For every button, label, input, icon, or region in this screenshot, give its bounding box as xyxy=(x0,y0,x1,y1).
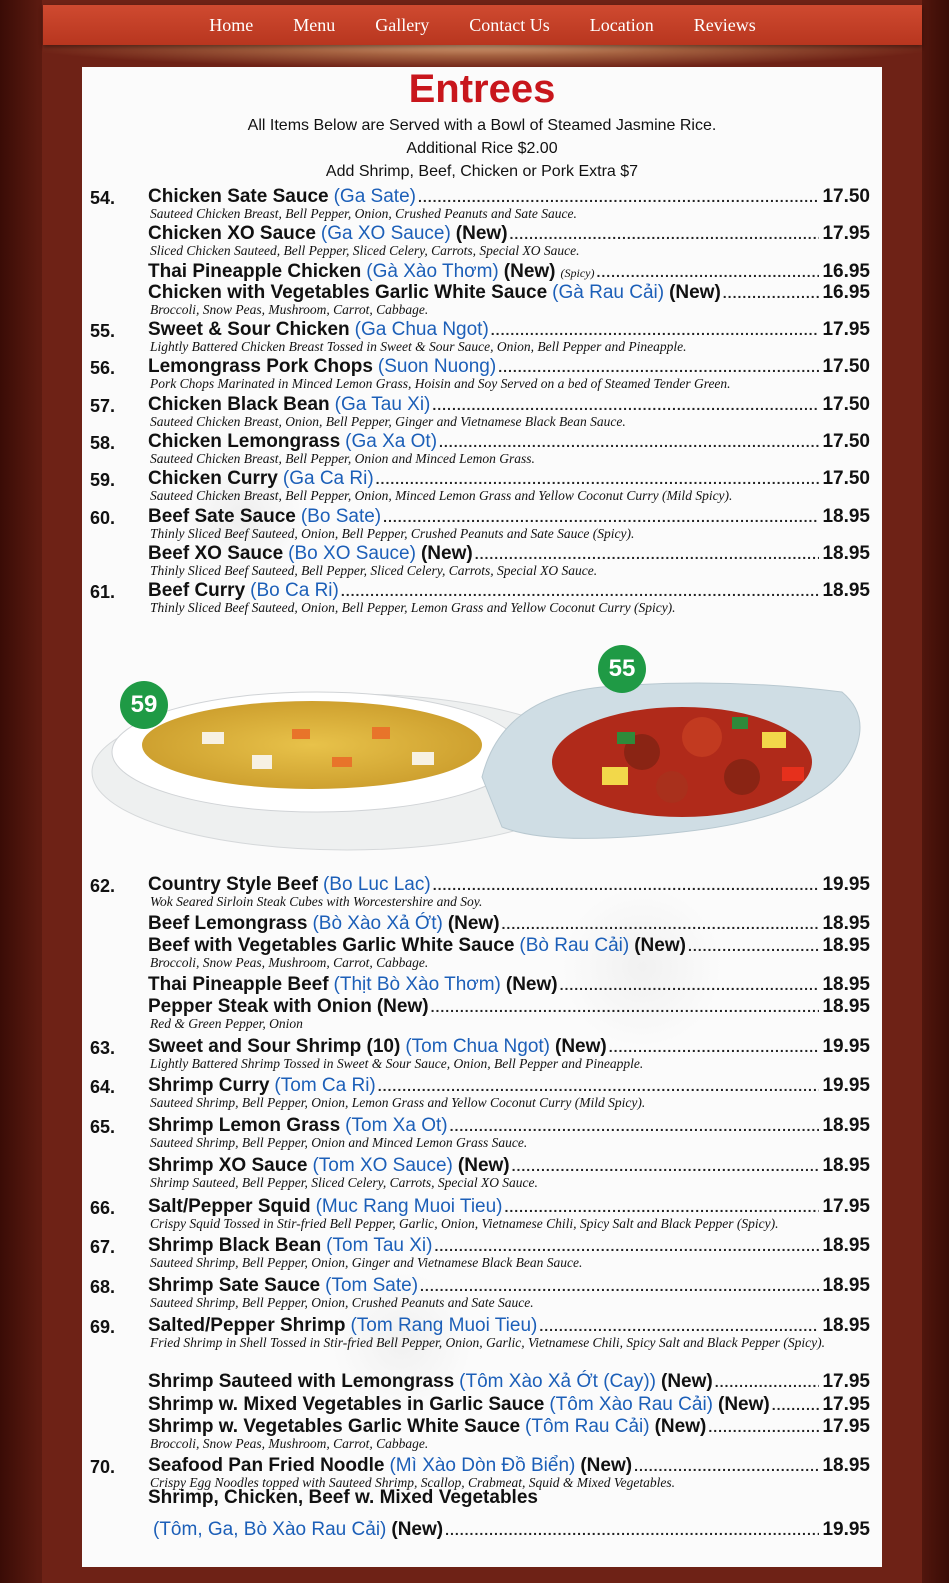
menu-item xyxy=(82,1235,882,1255)
item-description: Sauteed Chicken Breast, Bell Pepper, Onion, Crushed Peanuts and Sate Sauce. xyxy=(150,206,577,221)
menu-item xyxy=(82,1275,882,1295)
dot-leader xyxy=(383,509,819,525)
item-vietnamese-name: (Tôm Rau Cải) xyxy=(525,1416,650,1437)
header-note-rice: All Items Below are Served with a Bowl of Steamed Jasmine Rice. xyxy=(247,117,717,134)
item-row xyxy=(148,913,870,935)
dot-leader xyxy=(723,285,820,301)
item-vietnamese-name: (Ga Chua Ngot) xyxy=(354,319,489,340)
item-row xyxy=(148,1487,870,1509)
item-price: 16.95 xyxy=(822,282,870,303)
item-price: 17.50 xyxy=(822,186,870,207)
dot-leader xyxy=(376,471,820,487)
page-title: Entrees xyxy=(408,67,556,111)
item-vietnamese-name: (Tom Tau Xi) xyxy=(326,1235,433,1256)
item-name: Pepper Steak with Onion xyxy=(148,996,372,1017)
item-spicy-tag: (Spicy) xyxy=(560,266,595,280)
item-new-tag: (New) xyxy=(634,935,686,956)
menu-item xyxy=(82,356,882,376)
item-row xyxy=(148,543,870,565)
item-description: Lightly Battered Chicken Breast Tossed in Sweet & Sour Sauce, Onion, Bell Pepper and Pineapple. xyxy=(150,339,687,354)
dot-leader xyxy=(505,1199,820,1215)
dot-leader xyxy=(420,1278,819,1294)
header-note-extra-protein: Add Shrimp, Beef, Chicken or Pork Extra $7 xyxy=(325,163,639,180)
menu-item xyxy=(82,1394,882,1414)
item-description: Sauteed Shrimp, Bell Pepper, Onion, Crushed Peanuts and Sate Sauce. xyxy=(150,1295,534,1310)
item-price: 18.95 xyxy=(822,1455,870,1476)
dot-leader xyxy=(512,1158,820,1174)
item-new-tag: (New) xyxy=(455,223,508,244)
item-vietnamese-name: (Ga XO Sauce) xyxy=(320,223,451,244)
item-description: Red & Green Pepper, Onion xyxy=(150,1016,303,1031)
header-note-additional-rice: Additional Rice $2.00 xyxy=(406,140,558,157)
item-vietnamese-name: (Suon Nuong) xyxy=(377,356,497,377)
menu-item xyxy=(82,1455,882,1475)
item-name: Salted/Pepper Shrimp xyxy=(148,1315,346,1336)
menu-item xyxy=(82,1036,882,1056)
item-description: Pork Chops Marinated in Minced Lemon Grass, Hoisin and Soy Served on a bed of Steamed Tender Green. xyxy=(150,376,731,391)
item-row xyxy=(148,282,870,304)
item-number: 66. xyxy=(90,1198,116,1218)
top-nav xyxy=(43,5,922,45)
menu-item xyxy=(82,186,882,206)
item-row xyxy=(148,394,870,416)
menu-item xyxy=(82,935,882,955)
item-number: 69. xyxy=(90,1317,116,1337)
menu-item xyxy=(82,223,882,243)
item-vietnamese-name: (Tom Xa Ot) xyxy=(345,1115,448,1136)
item-name: Chicken with Vegetables Garlic White Sauce xyxy=(148,282,548,303)
item-row xyxy=(148,1196,870,1218)
item-row xyxy=(148,874,870,896)
nav-home[interactable]: Home xyxy=(209,14,254,35)
item-vietnamese-name: (Gà Xào Thơm) xyxy=(366,261,499,282)
item-description: Sliced Chicken Sauteed, Bell Pepper, Sliced Celery, Carrots, Special XO Sauce. xyxy=(150,243,580,258)
item-description: Crispy Egg Noodles topped with Sauteed Shrimp, Scallop, Crabmeat, Squid & Mixed Vegetables. xyxy=(150,1475,675,1490)
dish-photos xyxy=(82,637,882,865)
item-price: 18.95 xyxy=(822,935,870,956)
item-name: Beef XO Sauce xyxy=(148,543,284,564)
item-vietnamese-name: (Tôm, Ga, Bò Xào Rau Cải) xyxy=(153,1519,387,1540)
item-vietnamese-name: (Tom Chua Ngot) xyxy=(405,1036,550,1057)
item-new-tag: (New) xyxy=(661,1371,713,1392)
item-new-tag: (New) xyxy=(457,1155,510,1176)
dot-leader xyxy=(596,264,819,280)
item-row xyxy=(148,1394,870,1416)
item-vietnamese-name: (Tom Sate) xyxy=(325,1275,419,1296)
item-name: Shrimp w. Vegetables Garlic White Sauce xyxy=(148,1416,521,1437)
nav-reviews[interactable]: Reviews xyxy=(693,14,756,35)
item-description: Sauteed Shrimp, Bell Pepper, Onion, Ginger and Vietnamese Black Bean Sauce. xyxy=(150,1255,583,1270)
menu-item xyxy=(82,431,882,451)
item-vietnamese-name: (Tom Rang Muoi Tieu) xyxy=(350,1315,538,1336)
item-row xyxy=(148,1315,870,1337)
menu-panel xyxy=(82,67,882,1567)
menu-item xyxy=(82,468,882,488)
menu-item xyxy=(82,1115,882,1135)
item-row xyxy=(148,468,870,490)
item-description: Sauteed Chicken Breast, Bell Pepper, Onion and Minced Lemon Grass. xyxy=(150,451,535,466)
dot-leader xyxy=(450,1118,820,1134)
item-price: 17.50 xyxy=(822,468,870,489)
item-description: Sauteed Shrimp, Bell Pepper, Onion, Lemon Grass and Yellow Coconut Curry (Mild Spicy). xyxy=(150,1095,646,1110)
item-price: 19.95 xyxy=(822,1075,870,1096)
menu-item xyxy=(82,1371,882,1391)
menu-item xyxy=(82,1075,882,1095)
item-name: Thai Pineapple Beef xyxy=(148,974,329,995)
menu-item xyxy=(82,974,882,994)
menu-item xyxy=(82,1315,882,1335)
item-row xyxy=(148,580,870,602)
item-number: 58. xyxy=(90,433,116,453)
dot-leader xyxy=(491,322,820,338)
item-name: Chicken Black Bean xyxy=(148,394,330,415)
item-number: 54. xyxy=(90,188,116,208)
item-row xyxy=(148,356,870,378)
menu-item xyxy=(82,1487,882,1507)
item-row xyxy=(148,261,870,283)
item-name: Thai Pineapple Chicken xyxy=(148,261,362,282)
dot-leader xyxy=(502,916,820,932)
item-number: 67. xyxy=(90,1237,116,1257)
item-row xyxy=(148,1115,870,1137)
dot-leader xyxy=(708,1419,819,1435)
dot-leader xyxy=(433,877,820,893)
item-new-tag: (New) xyxy=(503,261,556,282)
item-price: 19.95 xyxy=(822,874,870,895)
item-new-tag: (New) xyxy=(669,282,721,303)
item-new-tag: (New) xyxy=(447,913,500,934)
item-description: Fried Shrimp in Shell Tossed in Stir-fried Bell Pepper, Onion, Garlic, Vietnamese Chili, Spicy Salt and Black Pepper (Spicy). xyxy=(150,1335,825,1350)
item-vietnamese-name: (Bo Ca Ri) xyxy=(250,580,339,601)
dot-leader xyxy=(432,397,819,413)
item-price: 16.95 xyxy=(822,261,870,282)
item-price: 18.95 xyxy=(822,506,870,527)
item-vietnamese-name: (Gà Rau Cải) xyxy=(552,282,665,303)
item-row xyxy=(148,506,870,528)
menu-item xyxy=(82,394,882,414)
item-new-tag: (New) xyxy=(654,1416,707,1437)
item-row xyxy=(148,1155,870,1177)
nav-location[interactable]: Location xyxy=(589,14,654,35)
item-price: 18.95 xyxy=(822,1155,870,1176)
item-row xyxy=(148,974,870,996)
item-row xyxy=(148,1519,870,1541)
item-description: Shrimp Sauteed, Bell Pepper, Sliced Celery, Carrots, Special XO Sauce. xyxy=(150,1175,538,1190)
item-name: Beef Sate Sauce xyxy=(148,506,296,527)
menu-item xyxy=(82,543,882,563)
item-price: 17.95 xyxy=(822,1196,870,1217)
menu-item xyxy=(82,996,882,1016)
item-name: Chicken Lemongrass xyxy=(148,431,341,452)
item-name: Seafood Pan Fried Noodle xyxy=(148,1455,385,1476)
item-price: 18.95 xyxy=(822,1275,870,1296)
item-number: 63. xyxy=(90,1038,116,1058)
item-row xyxy=(148,1371,870,1393)
menu-item xyxy=(82,1519,882,1539)
item-vietnamese-name: (Ga Sate) xyxy=(333,186,416,207)
dish-photo-illustration xyxy=(82,637,882,865)
item-number: 68. xyxy=(90,1277,116,1297)
item-number: 55. xyxy=(90,321,116,341)
item-price: 18.95 xyxy=(822,913,870,934)
item-vietnamese-name: (Bo XO Sauce) xyxy=(288,543,416,564)
item-vietnamese-name: (Bo Sate) xyxy=(300,506,382,527)
item-vietnamese-name: (Bo Luc Lac) xyxy=(322,874,431,895)
item-description: Thinly Sliced Beef Sauteed, Onion, Bell Pepper, Crushed Peanuts and Sate Sauce (Spicy). xyxy=(150,526,635,541)
item-vietnamese-name: (Mì Xào Dòn Đồ Biển) xyxy=(389,1455,576,1476)
item-name: Shrimp Sate Sauce xyxy=(148,1275,321,1296)
item-description: Crispy Squid Tossed in Stir-fried Bell Pepper, Garlic, Onion, Vietnamese Chili, Spicy Salt and Black Pepper (Spicy). xyxy=(150,1216,779,1231)
item-vietnamese-name: (Muc Rang Muoi Tieu) xyxy=(315,1196,503,1217)
item-vietnamese-name: (Bò Rau Cải) xyxy=(519,935,630,956)
dot-leader xyxy=(772,1397,820,1413)
item-vietnamese-name: (Tôm Xào Rau Cải) xyxy=(549,1394,713,1415)
item-vietnamese-name: (Ga Ca Ri) xyxy=(282,468,374,489)
item-vietnamese-name: (Tôm Xào Xả Ớt (Cay)) xyxy=(459,1371,656,1392)
menu-item xyxy=(82,261,882,281)
item-description: Lightly Battered Shrimp Tossed in Sweet & Sour Sauce, Onion, Bell Pepper and Pineapple. xyxy=(150,1056,644,1071)
item-description: Thinly Sliced Beef Sauteed, Onion, Bell Pepper, Lemon Grass and Yellow Coconut Curry (Spicy). xyxy=(150,600,676,615)
item-row xyxy=(148,935,870,957)
menu-item xyxy=(82,506,882,526)
item-price: 18.95 xyxy=(822,1315,870,1336)
item-new-tag: (New) xyxy=(391,1519,444,1540)
dot-leader xyxy=(418,189,819,205)
item-row xyxy=(148,1455,870,1477)
item-price: 17.50 xyxy=(822,394,870,415)
dot-leader xyxy=(498,359,819,375)
item-price: 17.50 xyxy=(822,431,870,452)
item-new-tag: (New) xyxy=(376,996,429,1017)
item-vietnamese-name: (Thịt Bò Xào Thơm) xyxy=(333,974,501,995)
menu-item xyxy=(82,1155,882,1175)
item-row xyxy=(148,996,870,1018)
item-name: Beef Curry xyxy=(148,580,246,601)
item-row xyxy=(148,223,870,245)
item-price: 19.95 xyxy=(822,1036,870,1057)
item-number: 65. xyxy=(90,1117,116,1137)
item-vietnamese-name: (Ga Xa Ot) xyxy=(345,431,438,452)
item-row xyxy=(148,1235,870,1257)
item-new-tag: (New) xyxy=(555,1036,607,1057)
item-price: 18.95 xyxy=(822,1115,870,1136)
item-description: Broccoli, Snow Peas, Mushroom, Carrot, Cabbage. xyxy=(150,302,429,317)
item-name: Chicken XO Sauce xyxy=(148,223,316,244)
menu-item xyxy=(82,580,882,600)
dish-number-badge-55: 55 xyxy=(598,645,646,693)
item-number: 61. xyxy=(90,582,116,602)
menu-item xyxy=(82,913,882,933)
item-price: 17.95 xyxy=(822,1394,870,1415)
dot-leader xyxy=(439,434,819,450)
menu-item xyxy=(82,874,882,894)
item-row xyxy=(148,186,870,208)
dot-leader xyxy=(715,1374,820,1390)
dot-leader xyxy=(609,1039,820,1055)
item-row xyxy=(148,1275,870,1297)
item-name: Beef with Vegetables Garlic White Sauce xyxy=(148,935,515,956)
item-vietnamese-name: (Tom Ca Ri) xyxy=(274,1075,376,1096)
item-price: 17.95 xyxy=(822,1371,870,1392)
menu-item xyxy=(82,1196,882,1216)
item-number: 59. xyxy=(90,470,116,490)
item-row xyxy=(148,1416,870,1438)
dot-leader xyxy=(688,938,819,954)
item-description: Sauteed Chicken Breast, Bell Pepper, Onion, Minced Lemon Grass and Yellow Coconut Curry (Mild Spicy). xyxy=(150,488,733,503)
dot-leader xyxy=(378,1078,820,1094)
item-new-tag: (New) xyxy=(505,974,558,995)
item-row xyxy=(148,1075,870,1097)
nav-gallery[interactable]: Gallery xyxy=(375,14,430,35)
menu-item xyxy=(82,282,882,302)
dot-leader xyxy=(434,1238,819,1254)
item-name: Salt/Pepper Squid xyxy=(148,1196,311,1217)
item-number: 60. xyxy=(90,508,116,528)
item-new-tag: (New) xyxy=(420,543,473,564)
item-name: Lemongrass Pork Chops xyxy=(148,356,373,377)
item-name: Chicken Sate Sauce xyxy=(148,186,329,207)
item-price: 17.95 xyxy=(822,223,870,244)
item-new-tag: (New) xyxy=(580,1455,633,1476)
item-description: Broccoli, Snow Peas, Mushroom, Carrot, Cabbage. xyxy=(150,955,429,970)
item-number: 62. xyxy=(90,876,116,896)
item-name: Shrimp, Chicken, Beef w. Mixed Vegetables xyxy=(148,1487,538,1508)
item-name: Shrimp w. Mixed Vegetables in Garlic Sauce xyxy=(148,1394,545,1415)
item-vietnamese-name: (Bò Xào Xả Ớt) xyxy=(312,913,443,934)
dot-leader xyxy=(431,999,820,1015)
item-price: 18.95 xyxy=(822,1235,870,1256)
item-description: Thinly Sliced Beef Sauteed, Bell Pepper, Sliced Celery, Carrots, Special XO Sauce. xyxy=(150,563,598,578)
dot-leader xyxy=(539,1318,819,1334)
item-name: Shrimp Sauteed with Lemongrass xyxy=(148,1371,455,1392)
dot-leader xyxy=(510,226,820,242)
item-row xyxy=(148,1036,870,1058)
dot-leader xyxy=(634,1458,819,1474)
dish-number-badge-59: 59 xyxy=(120,681,168,729)
item-price: 17.95 xyxy=(822,1416,870,1437)
menu-item xyxy=(82,319,882,339)
item-name: Beef Lemongrass xyxy=(148,913,308,934)
dot-leader xyxy=(445,1522,819,1538)
item-name: Shrimp XO Sauce xyxy=(148,1155,308,1176)
dot-leader xyxy=(341,583,820,599)
item-description: Broccoli, Snow Peas, Mushroom, Carrot, Cabbage. xyxy=(150,1436,429,1451)
item-row xyxy=(148,431,870,453)
dot-leader xyxy=(560,977,820,993)
item-name: Shrimp Curry xyxy=(148,1075,270,1096)
header-glow xyxy=(43,45,922,67)
nav-contact-us[interactable]: Contact Us xyxy=(469,14,550,35)
item-description: Wok Seared Sirloin Steak Cubes with Worcestershire and Soy. xyxy=(150,894,483,909)
item-name: Sweet and Sour Shrimp (10) xyxy=(148,1036,401,1057)
dot-leader xyxy=(475,546,820,562)
item-price: 18.95 xyxy=(822,580,870,601)
item-number: 70. xyxy=(90,1457,116,1477)
item-description: Sauteed Chicken Breast, Onion, Bell Pepper, Ginger and Vietnamese Black Bean Sauce. xyxy=(150,414,626,429)
item-description: Sauteed Shrimp, Bell Pepper, Onion and Minced Lemon Grass Sauce. xyxy=(150,1135,528,1150)
item-price: 17.50 xyxy=(822,356,870,377)
nav-menu[interactable]: Menu xyxy=(293,14,336,35)
item-name: Country Style Beef xyxy=(148,874,318,895)
item-price: 17.95 xyxy=(822,319,870,340)
item-price: 19.95 xyxy=(822,1519,870,1540)
item-price: 18.95 xyxy=(822,996,870,1017)
menu-item xyxy=(82,1416,882,1436)
item-vietnamese-name: (Tom XO Sauce) xyxy=(312,1155,453,1176)
item-new-tag: (New) xyxy=(718,1394,770,1415)
item-row xyxy=(148,319,870,341)
item-number: 56. xyxy=(90,358,116,378)
item-number: 57. xyxy=(90,396,116,416)
item-name: Chicken Curry xyxy=(148,468,278,489)
item-name: Shrimp Lemon Grass xyxy=(148,1115,341,1136)
item-name: Sweet & Sour Chicken xyxy=(148,319,350,340)
item-price: 18.95 xyxy=(822,974,870,995)
item-price: 18.95 xyxy=(822,543,870,564)
item-name: Shrimp Black Bean xyxy=(148,1235,322,1256)
item-number: 64. xyxy=(90,1077,116,1097)
item-vietnamese-name: (Ga Tau Xi) xyxy=(334,394,431,415)
